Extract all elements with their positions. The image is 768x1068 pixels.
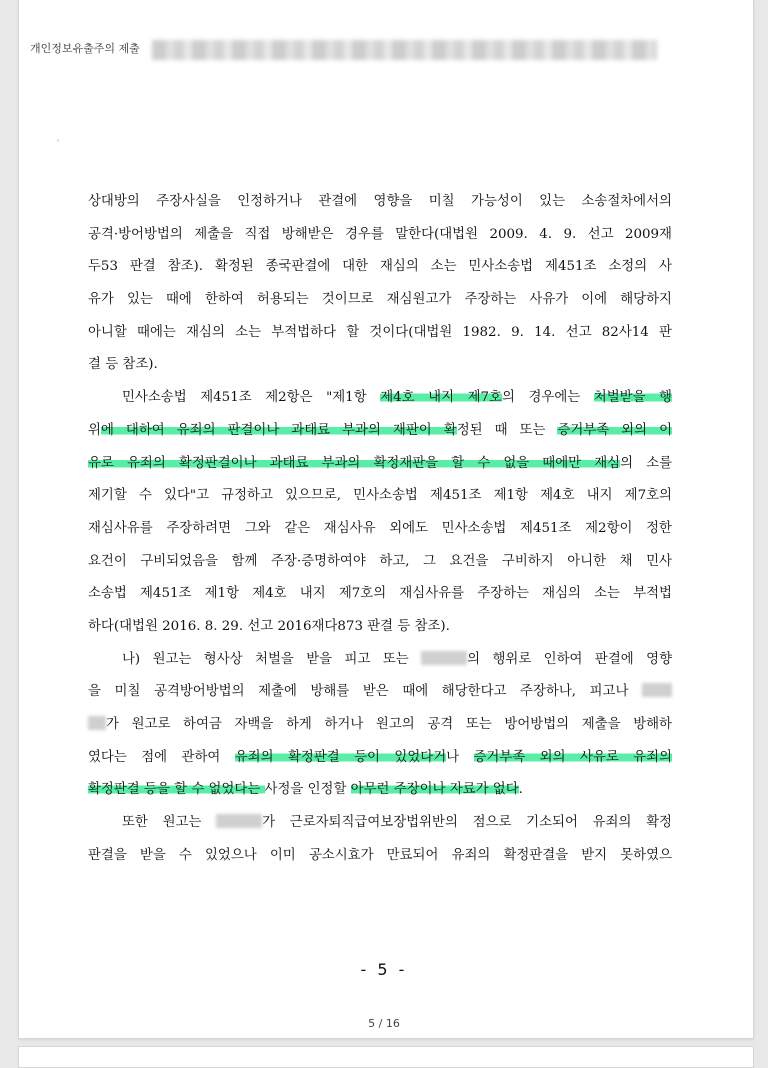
redacted-name	[421, 651, 467, 665]
text-line: 을 미칠 공격방어방법의 제출에 방해를 받은 때에 해당한다고 주장하나, 피고나	[88, 676, 672, 709]
text-line: 아니할 때에는 재심의 소는 부적법하다 할 것이다(대법원 1982. 9. 14. 선고 82사14 판	[88, 324, 672, 340]
page-counter: 5 / 16	[368, 1017, 400, 1030]
text-line: 상대방의 주장사실을 인정하거나 관결에 영향을 미칠 가능성이 있는 소송절차에서의	[88, 194, 672, 209]
highlight: 아무런 주장이나 자료가 없다	[350, 782, 519, 798]
text-line: 가 원고로 하여금 자백을 하게 하거나 원고의 공격 또는 방어방법의 제출을 방해하	[88, 709, 672, 742]
text-line: 민사소송법 제451조 제2항은 "제1항 제4호 내지 제7호의 경우에는 처벌받을 행	[122, 390, 672, 406]
text-line: 유로 유죄의 확정판결이나 과태료 부과의 확정재판을 할 수 없을 때에만 재심의 소를	[88, 455, 673, 471]
text-line: 확정판결 등을 할 수 없었다는 사정을 인정할 아무런 주장이나 자료가 없다.	[88, 782, 523, 798]
text-line: 재심사유를 주장하려면 그와 같은 재심사유 외에도 민사소송법 제451조 제2항이 정한	[88, 520, 672, 536]
text-line: 유가 있는 때에 한하여 허용되는 것이므로 재심원고가 주장하는 사유가 이에 해당하지	[88, 292, 672, 308]
highlight: 유로 유죄의 확정판결이나 과태료 부과의 확정재판을 할 수 없을 때에만 재심	[88, 455, 621, 471]
highlight: 유죄의 확정판결 등이 있었다거	[234, 749, 447, 765]
text-line: 제기할 수 있다"고 규정하고 있으므로, 민사소송법 제451조 제1항 제4호 내지 제7호의	[88, 488, 672, 504]
redacted-name	[216, 814, 262, 828]
highlight: 증거부족 외의 이	[557, 422, 672, 438]
page-header: 개인정보유출주의 제출	[30, 42, 140, 55]
text-line: 소송법 제451조 제1항 제4호 내지 제7호의 재심사유를 주장하는 재심의 소는 부적법	[88, 586, 672, 602]
highlight: 에 대하여 유죄의 판결이나 과태료 부과의 재판이 확	[100, 422, 457, 438]
redacted-name	[88, 716, 106, 730]
text-line: 판결을 받을 수 있었으나 이미 공소시효가 만료되어 유죄의 확정판결을 받지 못하였으	[88, 847, 672, 863]
page-number: - 5 -	[360, 960, 408, 979]
text-line: 결 등 참조).	[88, 357, 158, 373]
text-line: 두53 판결 참조). 확정된 종국판결에 대한 재심의 소는 민사소송법 제451조 소정의 사	[88, 259, 672, 275]
text-line: 하다(대법원 2016. 8. 29. 선고 2016재다873 판결 등 참조).	[88, 618, 450, 634]
text-line: 공격·방어방법의 제출을 직접 방해받은 경우를 말한다(대법원 2009. 4. 9. 선고 2009재	[88, 226, 672, 242]
text-line: 나) 원고는 형사상 처벌을 받을 피고 또는 의 행위로 인하여 판결에 영향	[122, 651, 673, 667]
document-body	[88, 186, 672, 872]
highlight: 제4호 내지 제7호	[380, 390, 502, 406]
highlight: 처벌받을 행	[593, 390, 672, 406]
text-line: 위에 대하여 유죄의 판결이나 과태료 부과의 재판이 확정된 때 또는 증거부족 외의 이	[88, 422, 672, 438]
text-line: 요건이 구비되었음을 함께 주장·증명하여야 하고, 그 요건을 구비하지 아니한 채 민사	[88, 553, 672, 569]
redacted-name	[642, 683, 672, 697]
next-page-edge	[18, 1046, 754, 1068]
scan-speck: ˊ	[55, 140, 60, 151]
text-line: 또한 원고는 가 근로자퇴직급여보장법위반의 점으로 기소되어 유죄의 확정	[122, 815, 672, 831]
highlight: 증거부족 외의 사유로 유죄의	[473, 749, 672, 765]
text-line: 였다는 점에 관하여 유죄의 확정판결 등이 있었다거나 증거부족 외의 사유로 유죄의	[88, 749, 672, 765]
header-redaction	[152, 40, 657, 60]
highlight: 확정판결 등을 할 수 없었다는	[88, 782, 265, 798]
